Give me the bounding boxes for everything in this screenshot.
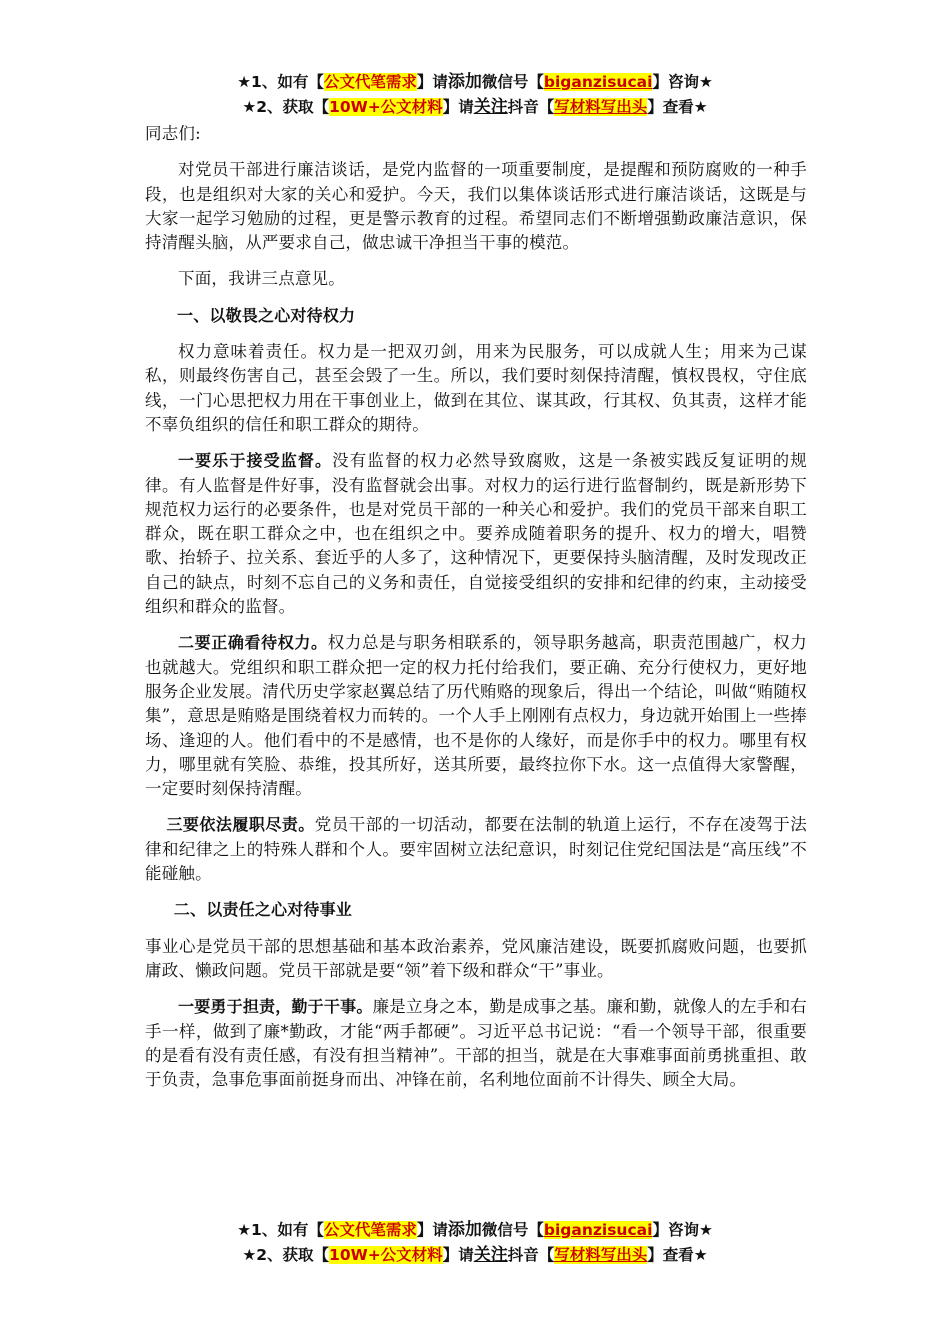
banner-text: 关注 [473, 97, 508, 117]
douyin-id-highlight: 写材料写出头 [554, 98, 648, 116]
point-text: 权力总是与职务相联系的，领导职务越高，职责范围越广，权力也就越大。党组织和职工群众把一定的权力托付给我们，要正确、充分行使权力，更好地服务企业发展。清代历史学家赵翼总结了历代贿赂的现象后，得出一个结论，叫做“贿随权集”，意思是贿赂是围绕着权力而转的。一个人手上刚刚有点权力，身边就开始围上一些捧场、逢迎的人。他们看中的不是感情，也不是你的人缘好，而是你手中的权力。哪里有权力，哪里就有笑脸、恭维，投其所好，送其所要，最终拉你下水。这一点值得大家警醒，一定要时刻保持清醒。 [145, 633, 807, 799]
banner-text: 微信号【 [481, 1221, 544, 1239]
banner-text: 】咨询★ [652, 1221, 713, 1239]
intro-paragraph: 对党员干部进行廉洁谈话，是党内监督的一项重要制度，是提醒和预防腐败的一种手段，也是组织对大家的关心和爱护。今天，我们以集体谈话形式进行廉洁谈话，这既是与大家一起学习勉励的过程，更是警示教育的过程。希望同志们不断增强勤政廉洁意识，保持清醒头脑，从严要求自己，做忠诚干净担当干事的模范。 [145, 160, 807, 253]
banner-text: ★1、如有【 [237, 1221, 324, 1239]
banner-text: ★1、如有【 [237, 73, 324, 91]
banner-line-2 [0, 95, 950, 120]
point-lead: 二要正确看待权力。 [178, 633, 328, 653]
banner-highlight: 10W+公文材料 [329, 1246, 443, 1264]
banner-text: ★2、获取【 [242, 1246, 330, 1264]
wechat-id-highlight: biganzisucai [543, 73, 653, 91]
banner-line-1 [0, 70, 950, 95]
banner-text: 添加 [447, 1220, 482, 1240]
banner-line-2 [0, 1243, 950, 1268]
section-1-point-3 [145, 813, 807, 886]
point-lead: 一要勇于担责，勤于干事。 [178, 997, 373, 1017]
wechat-id-highlight: biganzisucai [543, 1221, 653, 1239]
banner-text: 抖音【 [507, 1246, 555, 1264]
section-1-intro: 权力意味着责任。权力是一把双刃剑，用来为民服务，可以成就人生；用来为己谋私，则最终伤害自己，甚至会毁了一生。所以，我们要时刻保持清醒，慎权畏权，守住底线，一门心思把权力用在干事创业上，做到在其位、谋其政，行其权、负其责，这样才能不辜负组织的信任和职工群众的期待。 [145, 342, 807, 434]
banner-text: 关注 [473, 1245, 508, 1265]
banner-text: ★2、获取【 [242, 98, 330, 116]
section-1-point-1 [145, 449, 807, 619]
banner-text: 抖音【 [507, 98, 555, 116]
section-2-point-1 [145, 995, 807, 1092]
banner-text: 】咨询★ [652, 73, 713, 91]
section-2-heading: 二、以责任之心对待事业 [173, 900, 352, 920]
banner-text: 】查看★ [647, 1246, 708, 1264]
point-text: 廉是立身之本，勤是成事之基。廉和勤，就像人的左手和右手一样，做到了廉*勤政，才能“两手都硬”。习近平总书记说：“看一个领导干部，很重要的是看有没有责任感，有没有担当精神”。干部的担当，就是在大事难事面前勇挑重担、敢于负责，急事危事面前挺身而出、冲锋在前，名利地位面前不计得失、顾全大局。 [145, 997, 807, 1090]
point-text: 党员干部的一切活动，都要在法制的轨道上运行，不存在凌驾于法律和纪律之上的特殊人群和个人。要牢固树立法纪意识，时刻记住党纪国法是“高压线”不能碰触。 [145, 815, 807, 884]
banner-highlight: 10W+公文材料 [329, 98, 443, 116]
banner-text: 】请 [416, 73, 448, 91]
point-lead: 三要依法履职尽责。 [166, 815, 315, 835]
section-1-point-2 [145, 631, 807, 801]
banner-text: 】请 [416, 1221, 448, 1239]
douyin-id-highlight: 写材料写出头 [554, 1246, 648, 1264]
document-body [145, 122, 807, 1092]
banner-text: 】查看★ [647, 98, 708, 116]
banner-text: 微信号【 [481, 73, 544, 91]
transition-paragraph: 下面，我讲三点意见。 [178, 269, 345, 289]
banner-highlight: 公文代笔需求 [323, 73, 417, 91]
bottom-banner [0, 1218, 950, 1268]
section-1-heading: 一、以敬畏之心对待权力 [177, 305, 356, 325]
banner-text: 】请 [442, 98, 474, 116]
top-banner [0, 70, 950, 120]
point-lead: 一要乐于接受监督。 [178, 451, 333, 471]
banner-text: 】请 [442, 1246, 474, 1264]
banner-line-1 [0, 1218, 950, 1243]
salutation: 同志们: [145, 124, 201, 143]
banner-text: 添加 [447, 72, 482, 92]
banner-highlight: 公文代笔需求 [323, 1221, 417, 1239]
point-text: 没有监督的权力必然导致腐败，这是一条被实践反复证明的规律。有人监督是件好事，没有监督就会出事。对权力的运行进行监督制约，既是新形势下规范权力运行的必要条件，也是对党员干部的一种关心和爱护。我们的党员干部来自职工群众，既在职工群众之中，也在组织之中。要养成随着职务的提升、权力的增大，唱赞歌、抬轿子、拉关系、套近乎的人多了，这种情况下，更要保持头脑清醒，及时发现改正自己的缺点，时刻不忘自己的义务和责任，自觉接受组织的安排和纪律的约束，主动接受组织和群众的监督。 [145, 451, 807, 617]
section-2-intro: 事业心是党员干部的思想基础和基本政治素养，党风廉洁建设，既要抓腐败问题，也要抓庸政、懒政问题。党员干部就是要“领”着下级和群众“干”事业。 [145, 936, 807, 980]
